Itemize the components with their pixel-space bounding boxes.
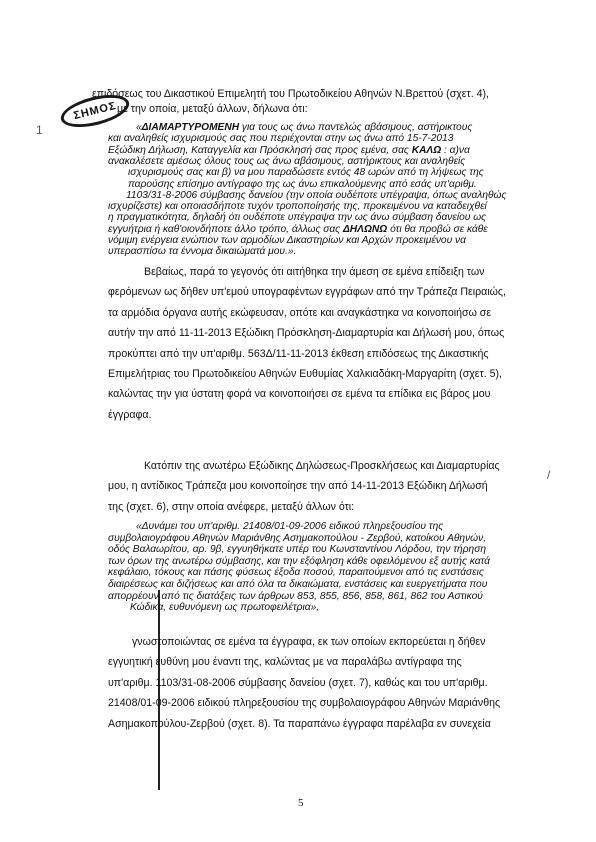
text-line: εγγυήτρια ή καθ'οιονδήποτε άλλο τρόπο, άλλως σας ΔΗΛΩΝΩ ότι θα προβώ σε κάθε xyxy=(108,223,488,235)
margin-mark: / xyxy=(547,468,551,482)
text-line: προκύπτει από την υπ'αριθμ. 563Δ/11-11-2013 έκθεση επιδόσεως της Δικαστικής xyxy=(108,347,489,360)
text-line: Επιμελήτριας του Πρωτοδικείου Αθηνών Ευθυμίας Χαλκιαδάκη-Μαργαρίτη (σχετ. 5), xyxy=(108,368,502,380)
text-line: «Δυνάμει του υπ'αριθμ. 21408/01-09-2006 ειδικού πληρεξουσίου της xyxy=(136,521,444,532)
text-line: γνωστοποιώντας σε εμένα τα έγγραφα, εκ των οποίων εκπορεύεται η δήθεν xyxy=(132,636,486,648)
text-line: συμβολαιογράφου Αθηνών Μαριάνθης Ασημακοπούλου - Ζερβού, κατοίκου Αθηνών, xyxy=(108,532,487,544)
text-line: καλώντας την για ύστατη φορά να κοινοποιήσει σε εμένα τα επίδικα εις βάρος μου xyxy=(108,388,491,401)
page-number: 5 xyxy=(298,797,304,809)
text-line: Εξώδικη Δήλωση, Καταγγελία και Πρόσκλησή σας προς εμένα, σας ΚΑΛΩ : α)να xyxy=(108,144,470,156)
text-line: εγγυητική ευθύνη μου έναντι της, καλώντας με να παραλάβω αντίγραφα της xyxy=(108,656,462,669)
text-line: υπ'αριθμ. 1103/31-08-2006 σύμβασης δανείου (σχετ. 7), καθώς και του υπ'αριθμ. xyxy=(108,676,488,689)
margin-vertical-rule xyxy=(158,590,160,790)
text-line: και αναληθείς ισχυρισμούς σας που περιέχονται στην ως άνω από 15-7-2013 xyxy=(108,133,454,145)
text-line: διαιρέσεως και διζήσεως και από όλα τα δικαιώματα, ενστάσεις και ευεργετήματα που xyxy=(108,579,488,590)
text-line: με την οποία, μεταξύ άλλων, δήλωνα ότι: xyxy=(117,102,308,115)
court-stamp-icon: ΣΗΜΟΣ xyxy=(58,89,133,133)
margin-mark: 1 xyxy=(36,123,43,137)
text-line: Κώδικα, ευθυνόμενη ως πρωτοφειλέτρια», xyxy=(130,602,320,614)
text-line: υπερασπίσω τα έννομα δικαιώματά μου.». xyxy=(108,246,297,258)
text-line: απορρέουν από τις διατάξεις των άρθρων 853, 855, 856, 858, 861, 862 του Αστικού xyxy=(108,590,483,602)
text-line: των όρων της ανωτέρω σύμβασης, και την εξόφληση κάθε οφειλόμενου εξ αυτής κατά xyxy=(108,555,490,567)
text-line: φερόμενων ως δήθεν υπ'εμού υπογραφέντων εγγράφων από την Τράπεζα Πειραιώς, xyxy=(108,286,506,299)
text-line: 1103/31-8-2006 σύμβασης δανείου (την οποία ουδέποτε υπέγραψα, όπως αναληθώς xyxy=(126,189,507,201)
text-line: Ασημακοπούλου-Ζερβού (σχετ. 8). Τα παραπάνω έγγραφα παρέλαβα εν συνεχεία xyxy=(108,717,491,730)
text-line: οδός Βαλαωρίτου, αρ. 9β, εγγυηθήκατε υπέρ του Κωνσταντίνου Λόρδου, την τήρηση xyxy=(108,544,486,556)
text-line: Κατόπιν της ανωτέρω Εξώδικης Δηλώσεως-Προσκλήσεως και Διαμαρτυρίας xyxy=(144,460,500,472)
text-line: κεφάλαιο, τόκους και πάσης φύσεως έξοδα ποσού, παραιτούμενοι από τις ενστάσεις xyxy=(108,567,484,579)
text-line: ισχυρισμούς σας και β) να μου παραδώσετε εντός 48 ωρών από τη λήψεως της xyxy=(128,167,484,179)
text-line: παρούσης επίσημο αντίγραφο της ως άνω επικαλούμενης από εσάς υπ'αριθμ. xyxy=(128,178,477,190)
text-line: «ΔΙΑΜΑΡΤΥΡΟΜΕΝΗ για τους ως άνω παντελώς αβάσιμους, αστήρικτους xyxy=(136,122,473,133)
text-line: αυτήν την από 11-11-2013 Εξώδικη Πρόσκληση-Διαμαρτυρία και Δήλωσή μου, όπως xyxy=(108,327,505,340)
text-line: τα αρμόδια όργανα αυτής εκώφευσαν, οπότε και αναγκάστηκα να κοινοποιήσω σε xyxy=(108,306,492,319)
text-line: Βεβαίως, παρά το γεγονός ότι αιτήθηκα την άμεση σε εμένα επίδειξη των xyxy=(144,266,485,278)
text-line: νόμιμη ενέργεια ενώπιον των αρμοδίων Δικαστηρίων και Αρχών προκειμένου να xyxy=(108,235,466,246)
text-line: ισχυρίζεστε) και οποιασδήποτε τυχόν τροποποίησής της, προκειμένου να καταδειχθεί xyxy=(108,201,487,213)
text-line: 21408/01-09-2006 ειδικού πληρεξουσίου της συμβολαιογράφου Αθηνών Μαριάνθης xyxy=(108,697,501,710)
text-line: ανακαλέσετε αμέσως όλους τους ως άνω αβάσιμους, αστήρικτους και αναληθείς xyxy=(108,155,466,167)
text-line: έγγραφα. xyxy=(108,408,152,421)
text-line: επιδόσεως του Δικαστικού Επιμελητή του Πρωτοδικείου Αθηνών Ν.Βρεττού (σχετ. 4), xyxy=(92,88,489,100)
text-line: της (σχετ. 6), στην οποία ανέφερε, μεταξύ άλλων ότι: xyxy=(108,500,355,513)
text-line: μου, η αντίδικος Τράπεζα μου κοινοποίησε την από 14-11-2013 Εξώδικη Δήλωσή xyxy=(108,480,488,493)
text-line: η πραγματικότητα, δηλαδή ότι ουδέποτε υπέγραψα την ως άνω σύμβαση δανείου ως xyxy=(108,212,487,224)
